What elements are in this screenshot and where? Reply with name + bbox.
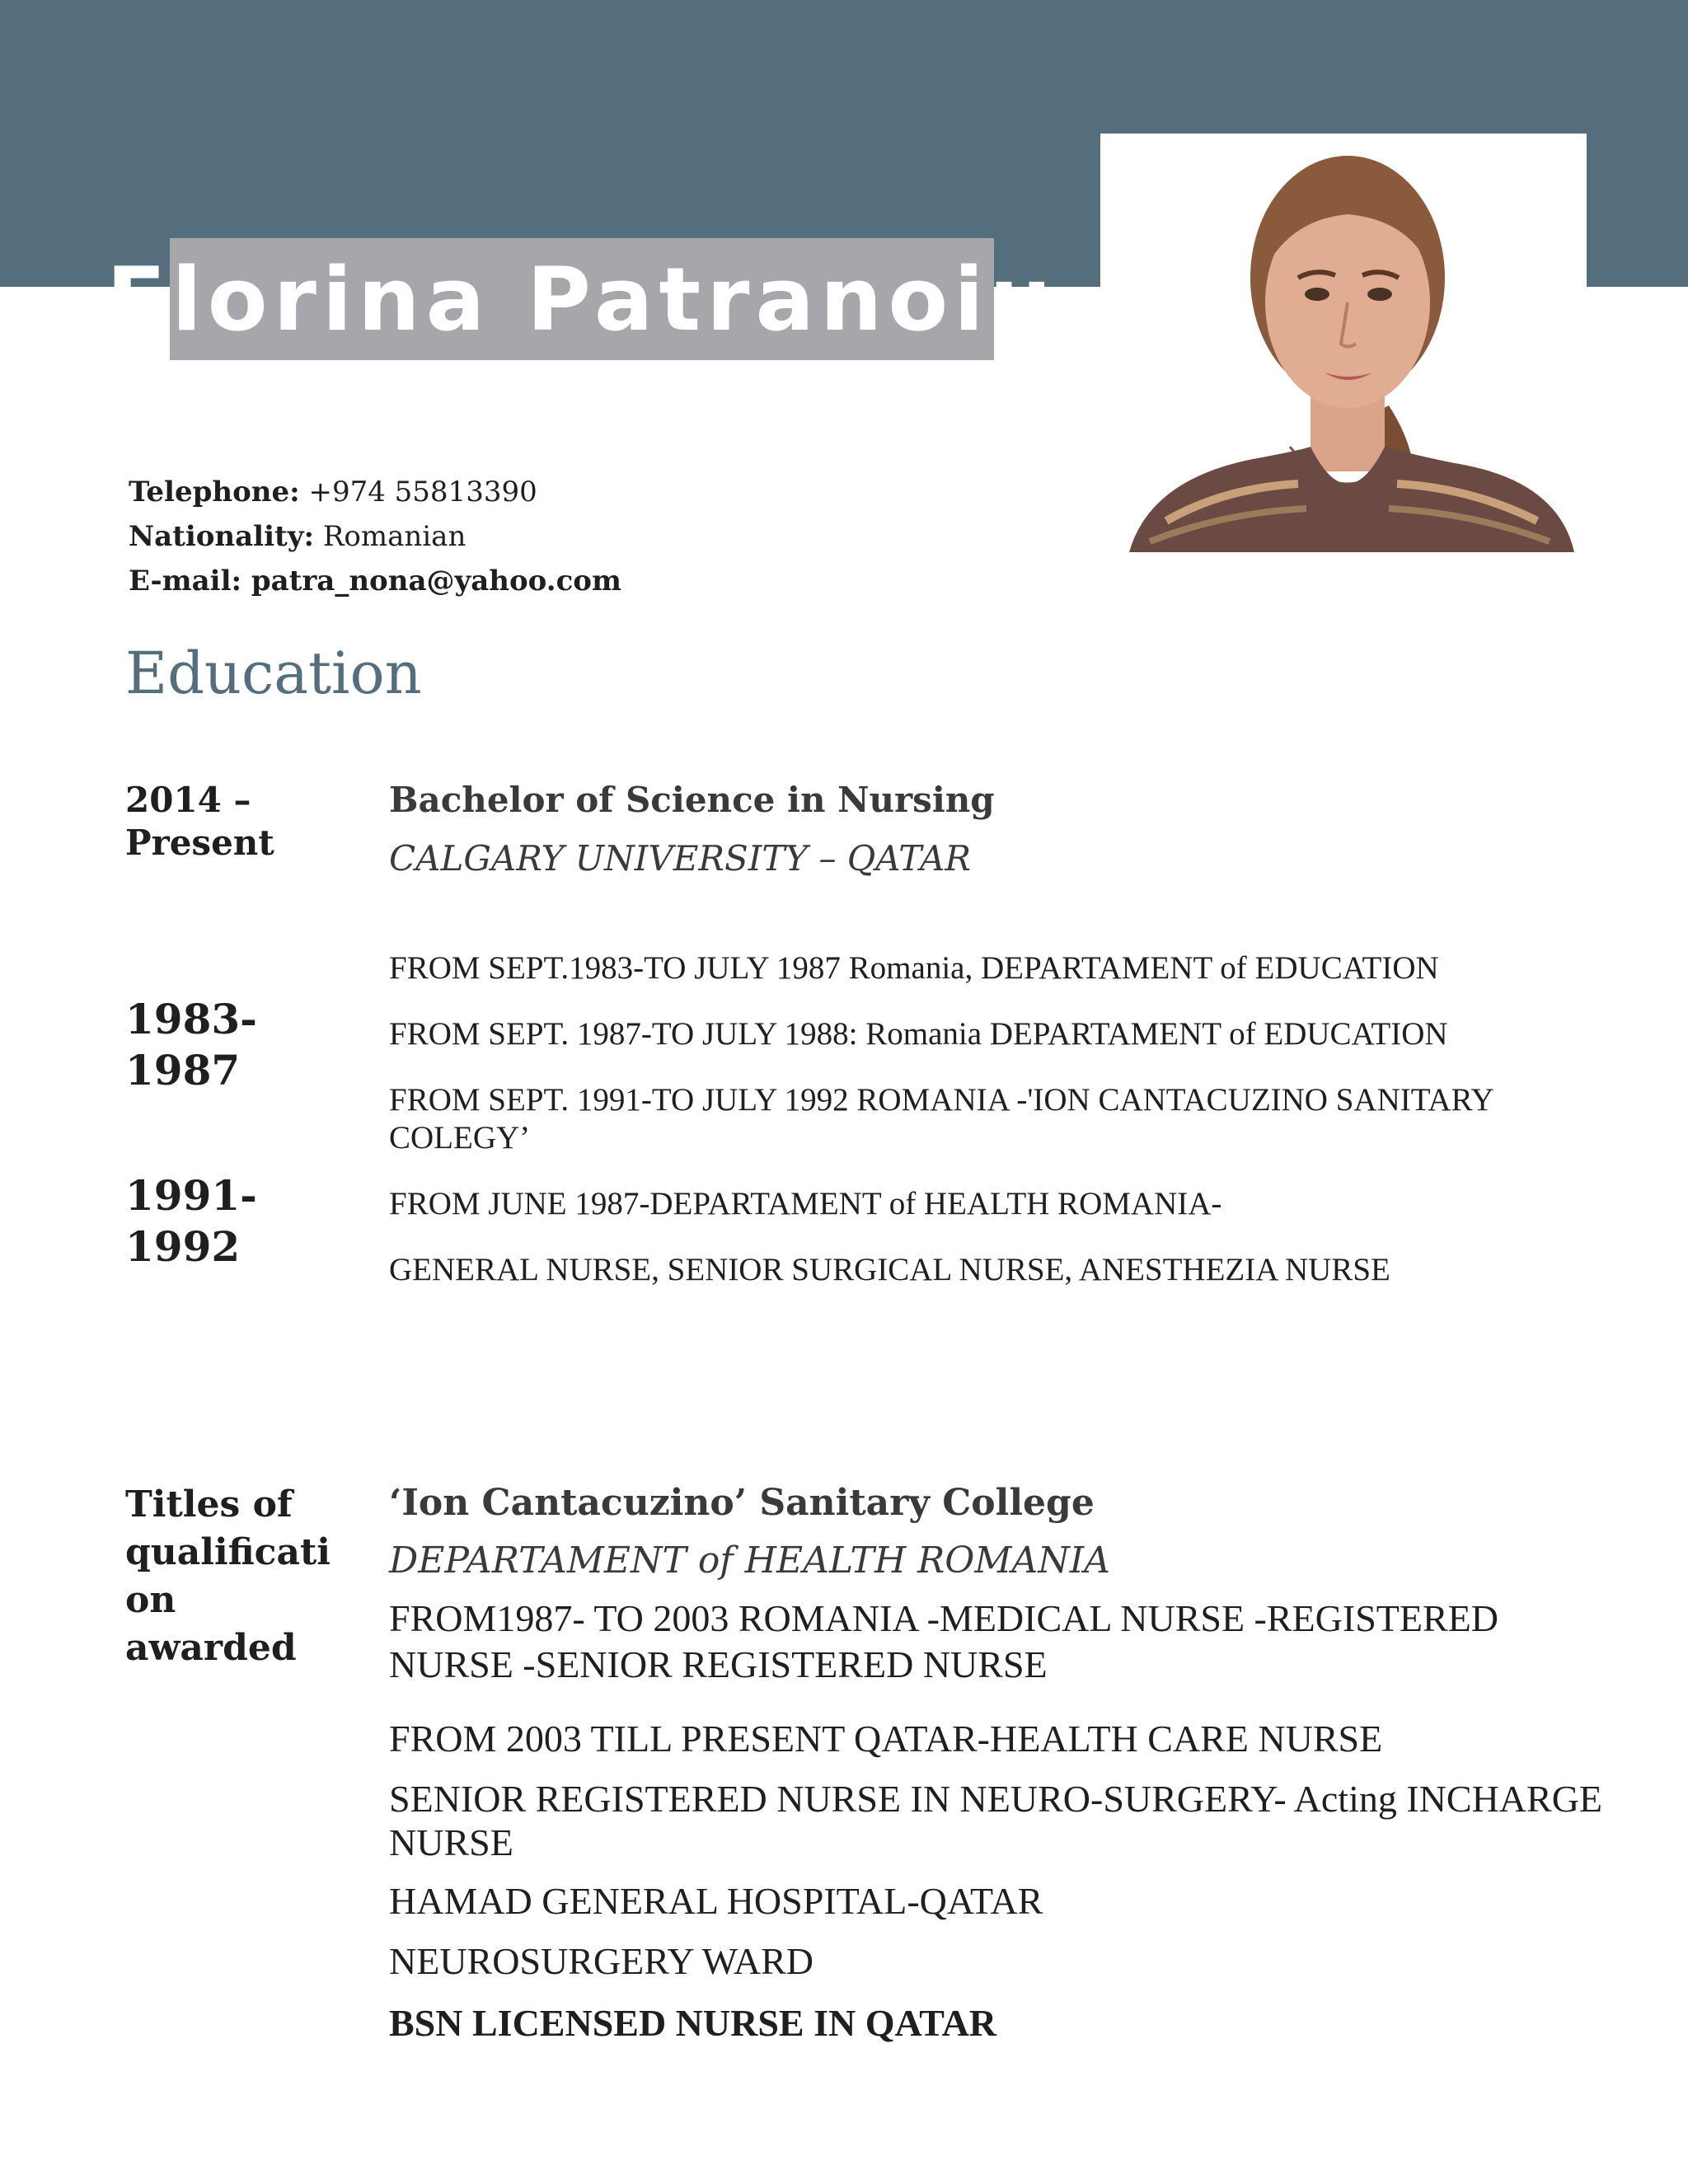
history-line: FROM SEPT.1983-TO JULY 1987 Romania, DEPARTAMENT of EDUCATION (389, 950, 1439, 986)
label-line: awarded (125, 1627, 297, 1669)
history-line: GENERAL NURSE, SENIOR SURGICAL NURSE, ANESTHEZIA NURSE (389, 1252, 1390, 1287)
qualification-line: SENIOR REGISTERED NURSE IN NEURO-SURGERY- Acting INCHARGE (389, 1778, 1603, 1820)
qualification-line: NURSE -SENIOR REGISTERED NURSE (389, 1643, 1048, 1685)
telephone-label: Telephone: (129, 476, 300, 509)
education-date-2 (125, 994, 257, 1096)
qualification-line: NEUROSURGERY WARD (389, 1940, 814, 1982)
date-line: 1987 (125, 1046, 241, 1094)
degree-title: Bachelor of Science in Nursing (389, 780, 995, 820)
nationality-row (129, 514, 621, 559)
education-date-3 (125, 1170, 257, 1272)
qualification-line: HAMAD GENERAL HOSPITAL-QATAR (389, 1880, 1043, 1922)
qualifications-label (125, 1481, 331, 1672)
qualification-line: NURSE (389, 1821, 513, 1863)
email-row[interactable]: E-mail: patra_nona@yahoo.com (129, 565, 621, 598)
profile-photo (1100, 134, 1587, 552)
history-line: FROM JUNE 1987-DEPARTAMENT of HEALTH ROMANIA- (389, 1186, 1222, 1221)
qualification-line-license: BSN LICENSED NURSE IN QATAR (389, 2002, 997, 2044)
label-line: Titles of (125, 1483, 293, 1526)
qualification-line: FROM 2003 TILL PRESENT QATAR-HEALTH CARE NURSE (389, 1718, 1383, 1760)
portrait-image (1100, 134, 1587, 552)
date-line: 2014 – (125, 780, 251, 820)
nationality-label: Nationality: (129, 520, 315, 553)
date-line: 1983- (125, 995, 257, 1043)
label-line: on (125, 1579, 176, 1621)
history-line: COLEGY’ (389, 1120, 531, 1155)
date-line: 1991- (125, 1171, 257, 1220)
education-heading: Education (125, 640, 422, 707)
telephone-value: +974 55813390 (308, 476, 537, 509)
label-line: qualificati (125, 1531, 331, 1573)
contact-block (129, 470, 621, 603)
degree-institution: CALGARY UNIVERSITY – QATAR (389, 838, 971, 879)
date-line: Present (125, 823, 274, 863)
telephone-row (129, 470, 621, 514)
department-name: DEPARTAMENT of HEALTH ROMANIA (389, 1540, 1110, 1582)
college-name: ‘Ion Cantacuzino’ Sanitary College (389, 1482, 1095, 1524)
history-line: FROM SEPT. 1987-TO JULY 1988: Romania DEPARTAMENT of EDUCATION (389, 1016, 1448, 1052)
date-line: 1992 (125, 1222, 241, 1271)
qualification-line: FROM1987- TO 2003 ROMANIA -MEDICAL NURSE -REGISTERED (389, 1597, 1498, 1639)
education-date-1 (125, 779, 274, 865)
nationality-value: Romanian (322, 520, 467, 553)
name-banner (106, 238, 1058, 360)
candidate-name: Florina Patranoiu (106, 248, 1058, 350)
history-line: FROM SEPT. 1991-TO JULY 1992 ROMANIA -'ION CANTACUZINO SANITARY (389, 1082, 1494, 1118)
